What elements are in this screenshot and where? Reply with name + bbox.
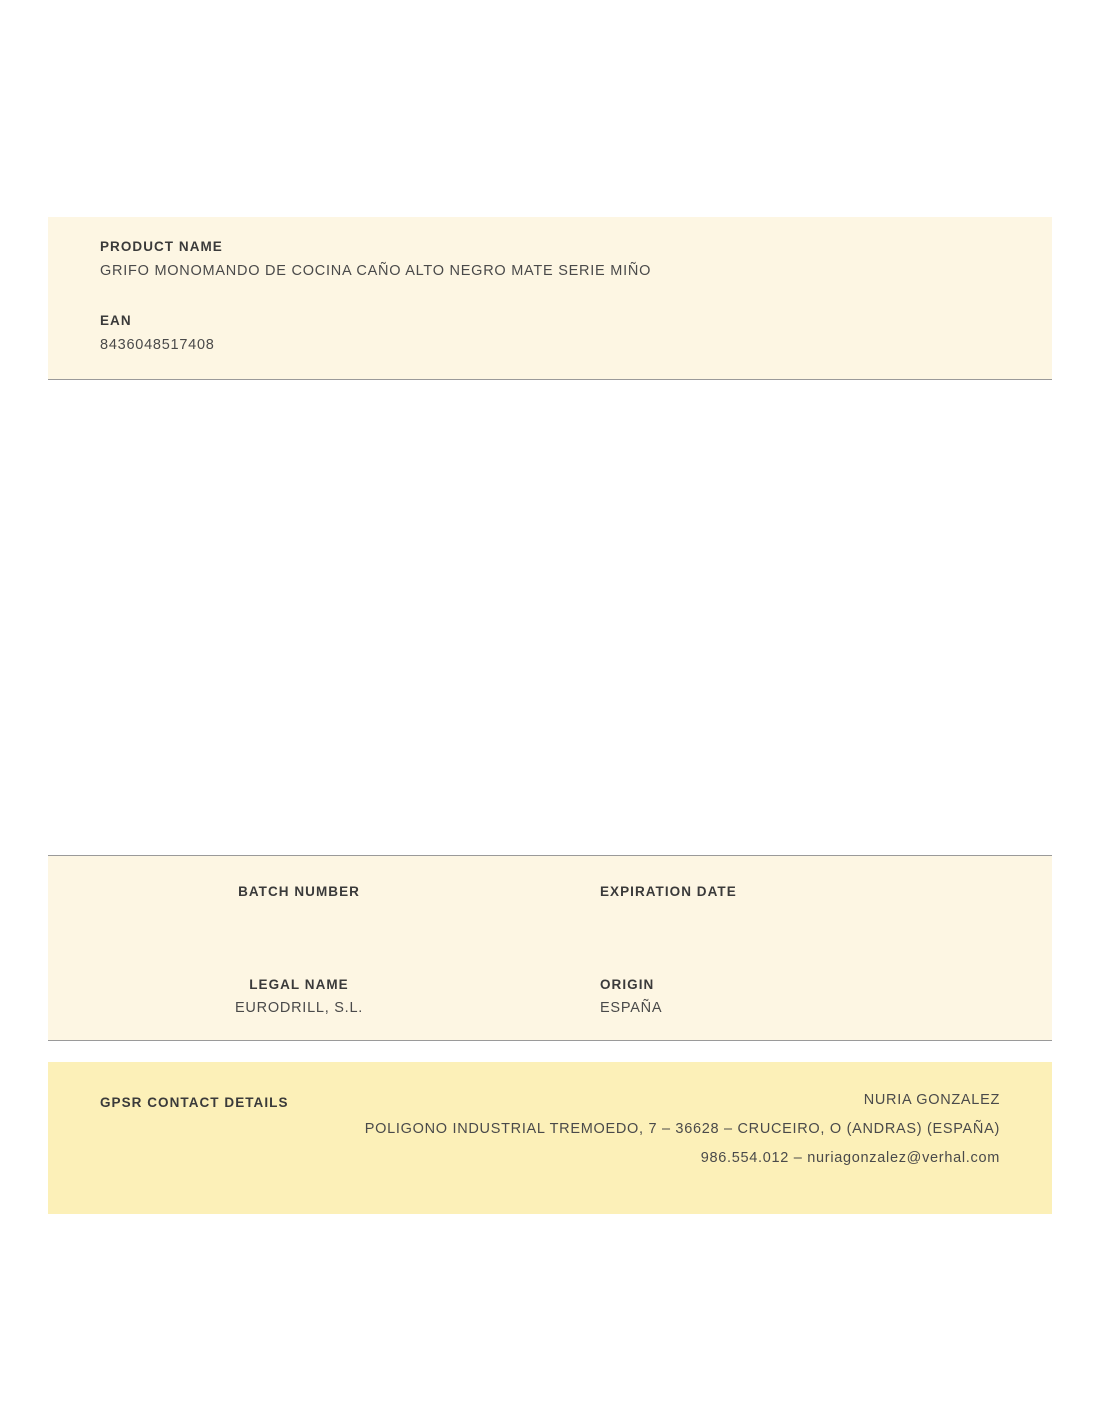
batch-number-label: BATCH NUMBER [238, 884, 360, 899]
origin-cell [550, 977, 1052, 1018]
gpsr-contact-phone-email: 986.554.012 – nuriagonzalez@verhal.com [700, 1150, 1000, 1166]
block-spacer [48, 279, 1052, 313]
expiration-date-value [600, 907, 1052, 925]
product-image-area [48, 400, 1052, 855]
gpsr-contact-label: GPSR CONTACT DETAILS [100, 1095, 289, 1110]
legal-name-value: EURODRILL, S.L. [234, 1000, 364, 1016]
details-row-batch [48, 884, 1052, 925]
ean-label: EAN [100, 313, 132, 328]
ean-value: 8436048517408 [100, 337, 215, 353]
product-info-block [48, 217, 1052, 380]
gpsr-contact-lines [365, 1092, 1000, 1166]
origin-value: ESPAÑA [600, 1000, 663, 1016]
batch-number-value [48, 907, 550, 925]
product-name-value: GRIFO MONOMANDO DE COCINA CAÑO ALTO NEGRO MATE SERIE MIÑO [100, 263, 652, 279]
legal-name-label: LEGAL NAME [249, 977, 349, 992]
batch-number-cell [48, 884, 550, 925]
origin-label: ORIGIN [600, 977, 655, 992]
details-row-spacer [48, 925, 1052, 977]
details-row-legal [48, 977, 1052, 1018]
gpsr-contact-name: NURIA GONZALEZ [863, 1092, 1000, 1108]
gpsr-contact-block [48, 1062, 1052, 1214]
expiration-date-cell [550, 884, 1052, 925]
product-name-label: PRODUCT NAME [100, 239, 223, 254]
product-details-block [48, 855, 1052, 1041]
legal-name-cell [48, 977, 550, 1018]
expiration-date-label: EXPIRATION DATE [600, 884, 737, 899]
gpsr-contact-address: POLIGONO INDUSTRIAL TREMOEDO, 7 – 36628 – CRUCEIRO, O (ANDRAS) (ESPAÑA) [364, 1121, 1000, 1137]
